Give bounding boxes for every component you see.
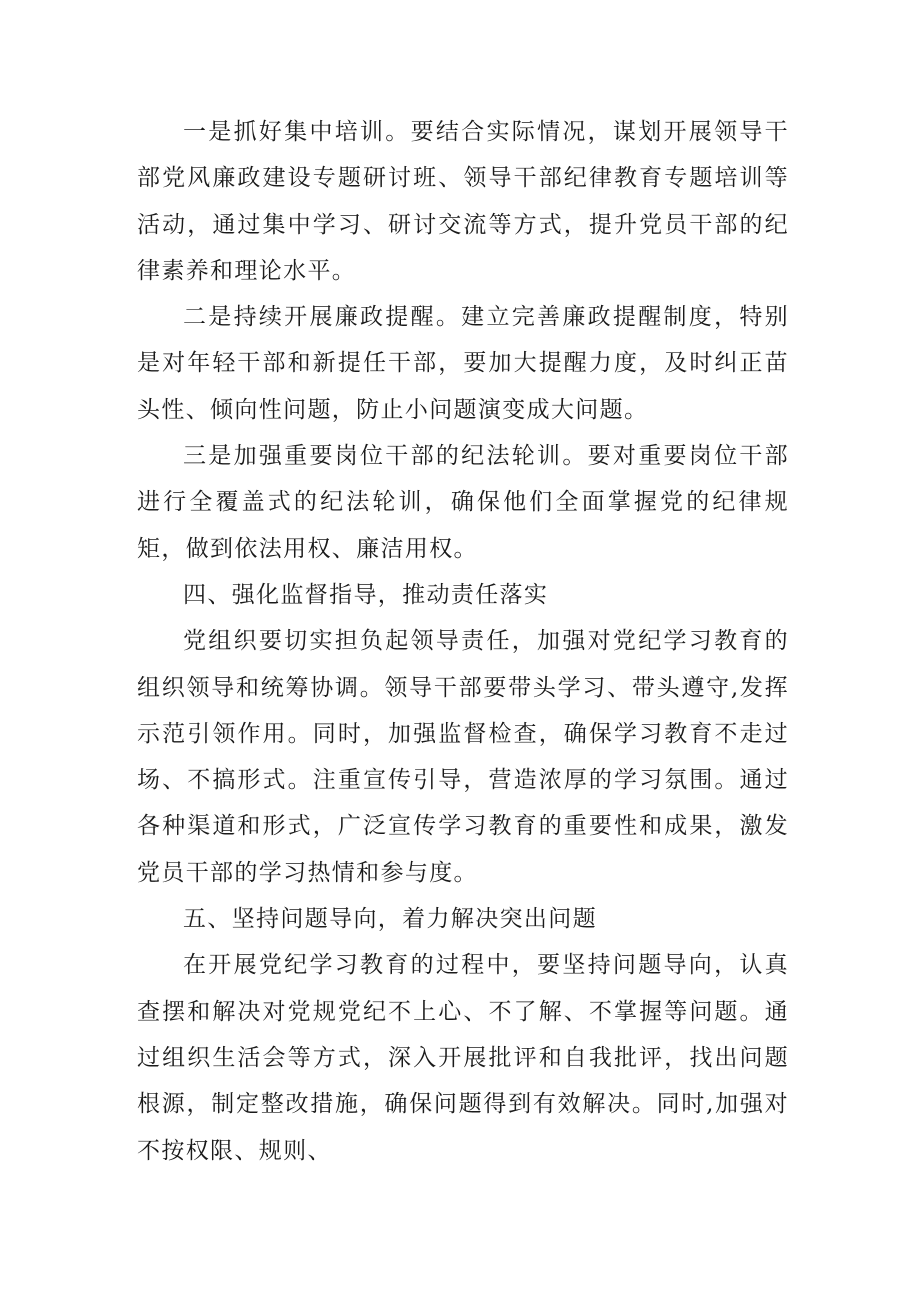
section-heading-supervision: 四、强化监督指导，推动责任落实 (183, 581, 549, 608)
paragraph-integrity-reminder: 二是持续开展廉政提醒。建立完善廉政提醒制度，特别是对年轻干部和新提任干部，要加大提醒力度，及时纠正苗头性、倾向性问题，防止小问题演变成大问题。 (137, 304, 789, 423)
paragraph-problem-solving: 在开展党纪学习教育的过程中，要坚持问题导向，认真查摆和解决对党规党纪不上心、不了解、不掌握等问题。通过组织生活会等方式，深入开展批评和自我批评，找出问题根源，制定整改措施，确保问题得到有效解决。同时,加强对不按权限、规则、 (137, 952, 789, 1164)
paragraph-key-post-training: 三是加强重要岗位干部的纪法轮训。要对重要岗位干部进行全覆盖式的纪法轮训，确保他们全面掌握党的纪律规矩，做到依法用权、廉洁用权。 (137, 443, 789, 562)
paragraph-focused-training: 一是抓好集中培训。要结合实际情况，谋划开展领导干部党风廉政建设专题研讨班、领导干部纪律教育专题培训等活动，通过集中学习、研讨交流等方式，提升党员干部的纪律素养和理论水平。 (137, 119, 789, 284)
document-body (137, 109, 789, 1174)
paragraph-leadership-responsibility: 党组织要切实担负起领导责任，加强对党纪学习教育的组织领导和统筹协调。领导干部要带头学习、带头遵守,发挥示范引领作用。同时，加强监督检查，确保学习教育不走过场、不搞形式。注重宣传引导，营造浓厚的学习氛围。通过各种渠道和形式，广泛宣传学习教育的重要性和成果，激发党员干部的学习热情和参与度。 (137, 628, 789, 886)
section-heading-problem-oriented: 五、坚持问题导向，着力解决突出问题 (183, 906, 597, 933)
